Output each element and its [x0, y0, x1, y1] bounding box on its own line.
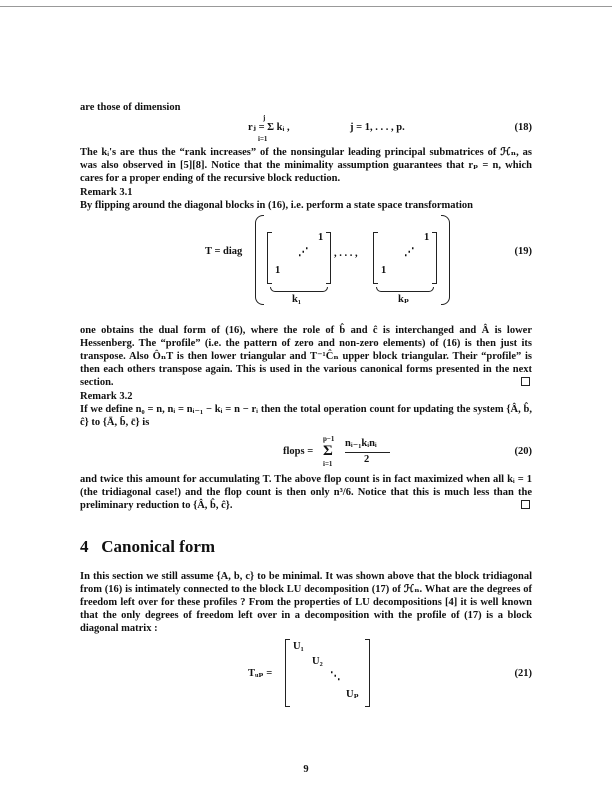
paragraph: are those of dimension [80, 102, 181, 113]
entry: 1 [381, 265, 387, 276]
equation-19 [80, 215, 532, 307]
equation-21 [80, 639, 532, 709]
block-u2: U₂ [312, 656, 323, 667]
equation-label: (19) [514, 246, 532, 257]
right-bracket [365, 639, 370, 707]
qed-square [521, 500, 530, 509]
brace-label: k₁ [292, 294, 301, 305]
entry: 1 [318, 232, 324, 243]
qed-square [521, 377, 530, 386]
sum-sign: Σ [323, 443, 333, 459]
remark-heading: Remark 3.1 [80, 187, 133, 198]
equation-label: (21) [514, 668, 532, 679]
brace-label: kₚ [398, 294, 410, 305]
page-number: 9 [303, 764, 309, 775]
sum-upper: j [263, 114, 266, 122]
section-number: 4 [80, 537, 89, 556]
anti-diagonal-dots: ⋰ [404, 247, 415, 258]
paragraph [80, 324, 532, 389]
equation-label: (20) [514, 446, 532, 457]
paragraph-text: one obtains the dual form of (16), where the role of b̂ and ĉ is interchanged and Â is lower Hessenberg. The “profile” (i.e. the pattern of zero and non-zero elements) of (16) is then just its transpose. Also ÔₙT is then lower triangular and T⁻¹Ĉₙ upper block triangular. Their “profile” is then each others transpose again. This is used in the various canonical forms presented in the next section. [80, 325, 532, 388]
entry: 1 [424, 232, 430, 243]
underbrace [270, 287, 328, 292]
paragraph-text: and twice this amount for accumulating T. The above flop count is in fact maximized when all kᵢ = 1 (the tridiagonal case!) and the flop count is then only n³/6. Notice that this is much less than the preliminary reduction to {Â, b̂, ĉ}. [80, 474, 532, 511]
left-bracket [285, 639, 290, 707]
fraction-denominator: 2 [364, 454, 370, 465]
equation-18 [80, 114, 532, 144]
equation-label: (18) [514, 122, 532, 133]
paragraph [80, 473, 532, 512]
diagonal-dots: ⋱ [330, 671, 341, 682]
paragraph: The kᵢ's are thus the “rank increases” of the nonsingular leading principal submatrices of ℋₙ, as was also observed in [5][8]. Notice that the minimality assumption guarantees that rₚ = n, which cares for a proper ending of the recursive block reduction. [80, 147, 532, 184]
left-bracket [267, 232, 272, 284]
eq-lhs: T = diag [205, 246, 243, 257]
left-brace [255, 215, 264, 305]
sum-lower: i=1 [323, 460, 333, 468]
entry: 1 [275, 265, 281, 276]
right-bracket [432, 232, 437, 284]
fraction-bar [345, 452, 390, 453]
right-brace [441, 215, 450, 305]
paragraph: In this section we still assume {A, b, c} to be minimal. It was shown above that the block tridiagonal from (16) is intimately connected to the block LU decomposition (17) of ℋₙ. What are the degrees of freedom left over for these profiles ? From the properties of LU decompositions [4] it is well known that the only degrees of freedom left over in a decomposition with the profile of (17) is a block diagonal matrix : [80, 571, 532, 634]
text-column [80, 101, 532, 709]
anti-diagonal-dots: ⋰ [298, 247, 309, 258]
left-bracket [373, 232, 378, 284]
sum-lower: i=1 [258, 135, 268, 143]
equation-20 [80, 435, 532, 469]
block-u1: U₁ [293, 641, 304, 652]
paragraph: If we define n₀ = n, nᵢ = nᵢ₋₁ − kᵢ = n − rᵢ then the total operation count for updating the system {Â, b̂, ĉ} to {Ā, b̄, c̄} is [80, 404, 532, 428]
section-heading [80, 536, 532, 558]
remark-heading: Remark 3.2 [80, 391, 133, 402]
right-bracket [326, 232, 331, 284]
block-up: Uₚ [346, 689, 359, 700]
eq-lhs: Tᵤₚ = [248, 668, 273, 679]
eq-lhs: rⱼ = Σ kᵢ , [248, 122, 290, 133]
fraction-numerator: nᵢ₋₁kᵢnᵢ [345, 438, 377, 449]
ellipsis: , . . . , [334, 248, 358, 259]
eq-lhs: flops = [283, 446, 314, 457]
section-title: Canonical form [101, 537, 216, 556]
paragraph: By flipping around the diagonal blocks in (16), i.e. perform a state space transformation [80, 200, 473, 211]
underbrace [376, 287, 434, 292]
sum-upper: p−1 [323, 435, 335, 443]
scan-edge [0, 6, 612, 7]
eq-rhs: j = 1, . . . , p. [350, 122, 405, 133]
